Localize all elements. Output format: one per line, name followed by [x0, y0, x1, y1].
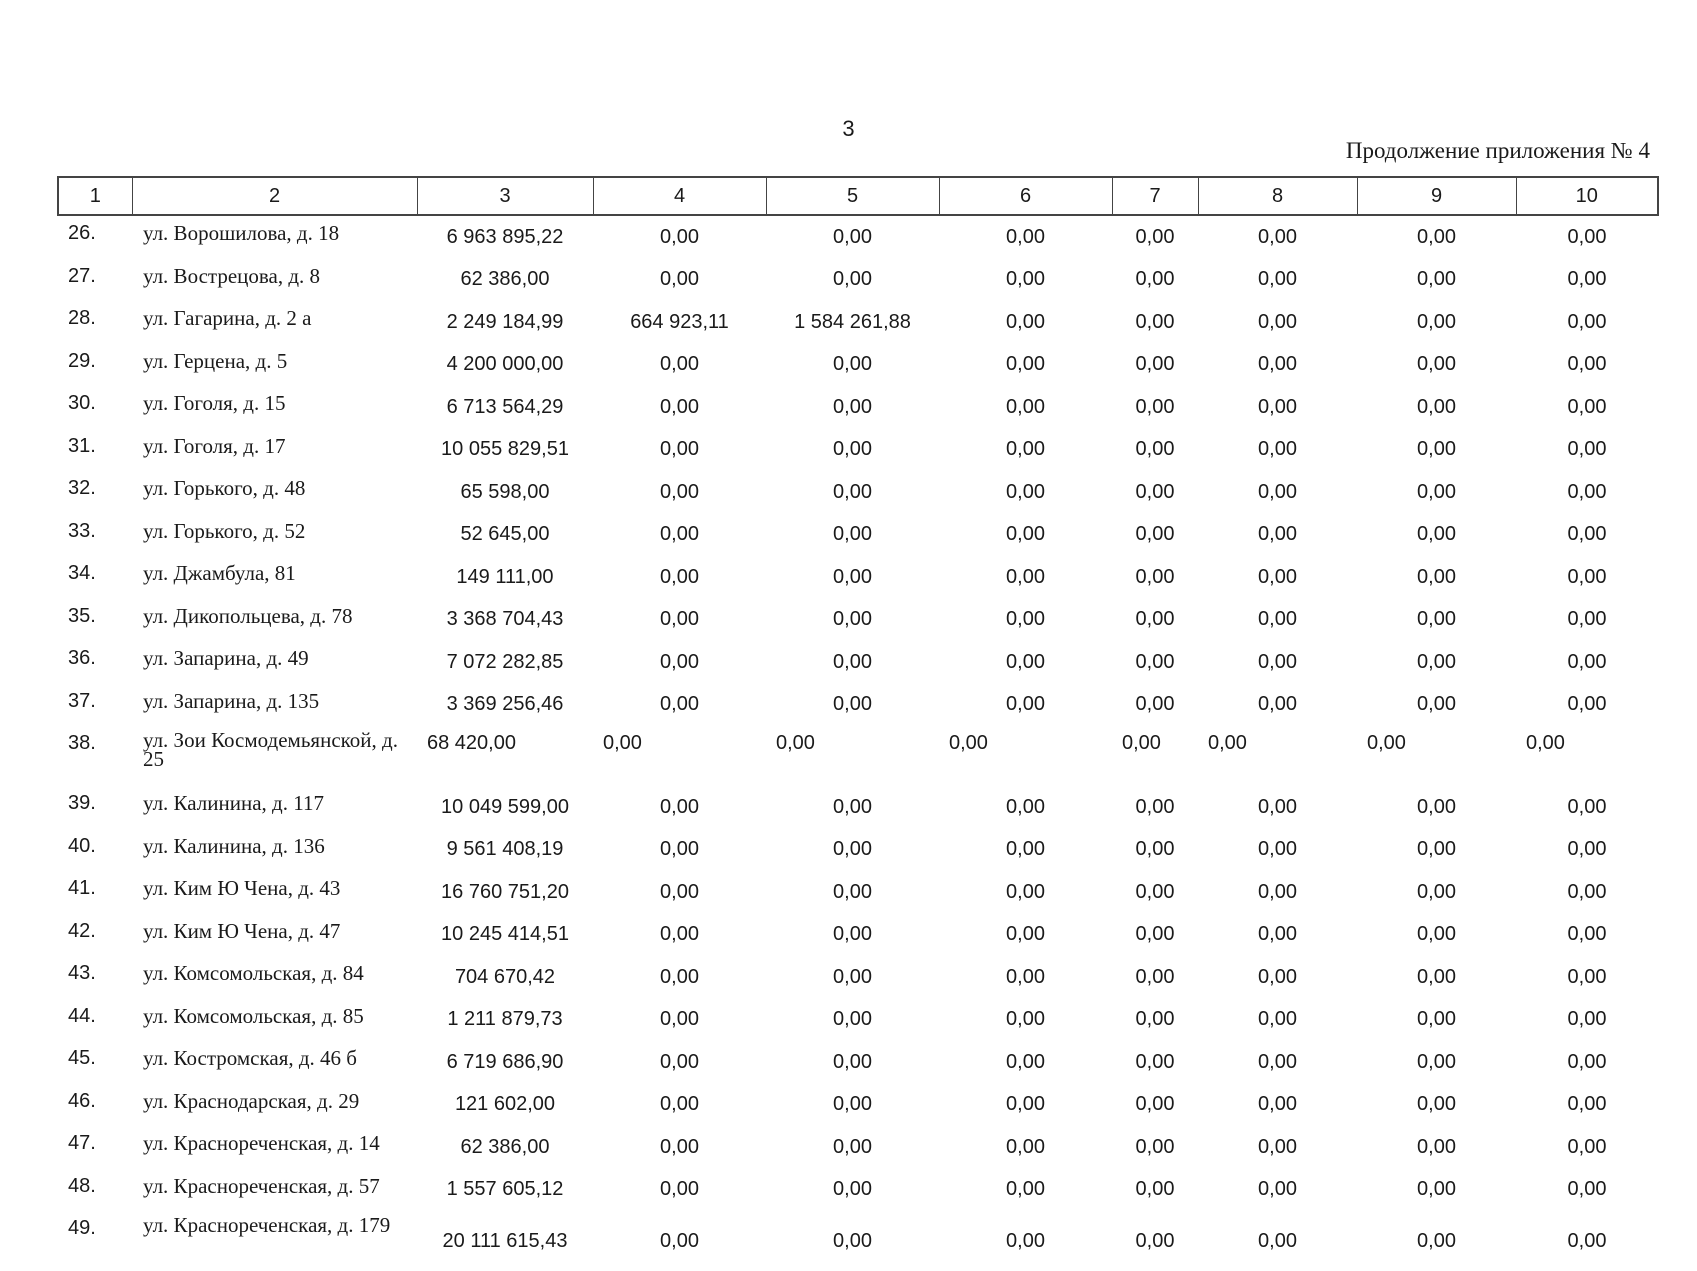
- value-cell-col-4: 0,00: [660, 923, 699, 946]
- value-cell-col-10: 0,00: [1567, 838, 1607, 861]
- table-row: [58, 641, 1658, 684]
- column-header-10: 10: [1516, 177, 1658, 215]
- value-cell-col-8: 0,00: [1258, 693, 1297, 716]
- value-cell-col-7: 0,00: [1135, 795, 1175, 818]
- value-cell-col-8: 0,00: [1258, 1229, 1297, 1252]
- value-cell-col-10: 0,00: [1567, 650, 1607, 673]
- value-cell-col-7: 0,00: [1135, 1135, 1175, 1158]
- value-cell-col-6: 0,00: [1006, 225, 1045, 248]
- value-cell-col-10: 0,00: [1567, 1093, 1607, 1116]
- value-cell-col-4: 0,00: [660, 480, 699, 503]
- value-cell-col-5: 0,00: [833, 565, 872, 588]
- row-number: 46.: [68, 1089, 96, 1112]
- value-cell-col-3: 62 386,00: [460, 268, 550, 291]
- value-cell-col-5: 0,00: [833, 523, 872, 546]
- value-cell-col-6: 0,00: [1006, 693, 1045, 716]
- value-cell-col-5: 0,00: [833, 395, 872, 418]
- value-cell-col-4: 0,00: [660, 1135, 699, 1158]
- value-cell-col-7: 0,00: [1135, 225, 1175, 248]
- value-cell-col-9: 0,00: [1417, 395, 1456, 418]
- value-cell-col-6: 0,00: [949, 732, 988, 754]
- value-cell-col-5: 0,00: [833, 923, 872, 946]
- address-cell: ул. Горького, д. 52: [143, 518, 306, 543]
- value-cell-col-5: 0,00: [833, 650, 872, 673]
- value-cell-col-7: 0,00: [1135, 1093, 1175, 1116]
- value-cell-col-4: 0,00: [660, 880, 699, 903]
- value-cell-col-6: 0,00: [1006, 838, 1045, 861]
- value-cell-col-10: 0,00: [1567, 480, 1607, 503]
- value-cell-col-7: 0,00: [1135, 523, 1175, 546]
- column-header-7: 7: [1112, 177, 1198, 215]
- row-number: 38.: [68, 732, 96, 754]
- value-cell-col-5: 0,00: [833, 225, 872, 248]
- address-cell: ул. Вострецова, д. 8: [143, 263, 321, 288]
- value-cell-col-9: 0,00: [1417, 1050, 1456, 1073]
- table-row: [58, 1084, 1658, 1127]
- address-cell: ул. Краснодарская, д. 29: [143, 1088, 360, 1113]
- value-cell-col-7: 0,00: [1135, 310, 1175, 333]
- row-number: 41.: [68, 877, 96, 899]
- value-cell-col-6: 0,00: [1006, 480, 1045, 503]
- value-cell-col-10: 0,00: [1567, 1178, 1607, 1201]
- table-row: [58, 871, 1658, 914]
- value-cell-col-7: 0,00: [1122, 732, 1161, 754]
- value-cell-col-9: 0,00: [1367, 732, 1406, 754]
- table-row: [58, 514, 1658, 557]
- value-cell-col-3: 52 645,00: [460, 523, 550, 546]
- value-cell-col-5: 0,00: [833, 693, 872, 716]
- value-cell-col-3: 62 386,00: [460, 1135, 550, 1158]
- value-cell-col-5: 0,00: [833, 1229, 872, 1252]
- value-cell-col-5: 0,00: [776, 732, 815, 754]
- row-number: 33.: [68, 519, 96, 542]
- value-cell-col-8: 0,00: [1258, 650, 1297, 673]
- value-cell-col-3: 68 420,00: [427, 732, 516, 754]
- value-cell-col-8: 0,00: [1258, 1050, 1297, 1073]
- value-cell-col-10: 0,00: [1567, 268, 1607, 291]
- value-cell-col-6: 0,00: [1006, 565, 1045, 588]
- table-row: [58, 956, 1658, 999]
- value-cell-col-4: 0,00: [660, 565, 699, 588]
- address-cell: ул. Гагарина, д. 2 а: [143, 306, 312, 330]
- table-row: [58, 786, 1658, 829]
- value-cell-col-6: 0,00: [1006, 1008, 1045, 1031]
- value-cell-col-4: 0,00: [660, 1229, 699, 1252]
- value-cell-col-8: 0,00: [1258, 395, 1297, 418]
- table-row: [58, 1041, 1658, 1084]
- address-cell: ул. Костромская, д. 46 б: [143, 1046, 357, 1070]
- column-header-1: 1: [58, 177, 132, 215]
- value-cell-col-4: 0,00: [660, 438, 699, 461]
- value-cell-col-4: 0,00: [660, 795, 699, 818]
- value-cell-col-4: 0,00: [660, 1178, 699, 1201]
- value-cell-col-7: 0,00: [1135, 395, 1175, 418]
- table-header: [58, 177, 1658, 215]
- address-cell: ул. Краснореченская, д. 179: [143, 1213, 391, 1237]
- value-cell-col-5: 0,00: [833, 838, 872, 861]
- table-row: [58, 914, 1658, 957]
- value-cell-col-9: 0,00: [1417, 650, 1456, 673]
- value-cell-col-9: 0,00: [1417, 225, 1456, 248]
- value-cell-col-6: 0,00: [1006, 1050, 1045, 1073]
- value-cell-col-8: 0,00: [1258, 923, 1297, 946]
- value-cell-col-7: 0,00: [1135, 838, 1175, 861]
- value-cell-col-7: 0,00: [1135, 965, 1175, 988]
- value-cell-col-5: 0,00: [833, 965, 872, 988]
- value-cell-col-4: 0,00: [660, 693, 699, 716]
- address-cell: ул. Горького, д. 48: [143, 476, 306, 500]
- value-cell-col-7: 0,00: [1135, 438, 1175, 461]
- value-cell-col-10: 0,00: [1567, 353, 1607, 376]
- table-row: [58, 599, 1658, 642]
- value-cell-col-8: 0,00: [1258, 523, 1297, 546]
- row-number: 45.: [68, 1047, 96, 1069]
- data-table: [57, 176, 1659, 1271]
- row-number: 27.: [68, 264, 96, 287]
- value-cell-col-6: 0,00: [1006, 1093, 1045, 1116]
- value-cell-col-4: 0,00: [660, 1008, 699, 1031]
- value-cell-col-5: 0,00: [833, 1008, 872, 1031]
- table-row: [58, 344, 1658, 387]
- value-cell-col-10: 0,00: [1526, 732, 1565, 754]
- value-cell-col-8: 0,00: [1258, 965, 1297, 988]
- value-cell-col-9: 0,00: [1417, 795, 1456, 818]
- address-cell: ул. Комсомольская, д. 85: [143, 1003, 364, 1028]
- value-cell-col-6: 0,00: [1006, 268, 1045, 291]
- address-cell: ул. Гоголя, д. 15: [143, 391, 286, 415]
- value-cell-col-3: 3 369 256,46: [446, 693, 564, 716]
- address-cell: ул. Калинина, д. 136: [143, 833, 325, 858]
- value-cell-col-5: 0,00: [833, 795, 872, 818]
- column-header-6: 6: [939, 177, 1112, 215]
- value-cell-col-3: 1 557 605,12: [446, 1178, 564, 1201]
- value-cell-col-6: 0,00: [1006, 923, 1045, 946]
- value-cell-col-8: 0,00: [1258, 838, 1297, 861]
- row-number: 29.: [68, 349, 96, 372]
- address-cell: ул. Герцена, д. 5: [143, 348, 288, 373]
- table-row: [58, 301, 1658, 344]
- table-row: [58, 684, 1658, 727]
- value-cell-col-5: 1 584 261,88: [794, 310, 911, 333]
- value-cell-col-10: 0,00: [1567, 1008, 1607, 1031]
- value-cell-col-8: 0,00: [1258, 268, 1297, 291]
- value-cell-col-3: 121 602,00: [454, 1093, 556, 1116]
- value-cell-col-3: 6 713 564,29: [446, 395, 564, 418]
- value-cell-col-3: 149 111,00: [456, 565, 554, 588]
- value-cell-col-3: 3 368 704,43: [446, 608, 564, 631]
- value-cell-col-7: 0,00: [1135, 565, 1175, 588]
- value-cell-col-4: 664 923,11: [630, 310, 729, 333]
- column-header-5: 5: [766, 177, 939, 215]
- address-cell: ул. Запарина, д. 135: [143, 688, 320, 713]
- table-row: [58, 999, 1658, 1042]
- value-cell-col-8: 0,00: [1258, 438, 1297, 461]
- value-cell-col-7: 0,00: [1135, 480, 1175, 503]
- address-cell: ул. Ким Ю Чена, д. 47: [143, 918, 341, 943]
- value-cell-col-7: 0,00: [1135, 608, 1175, 631]
- value-cell-col-8: 0,00: [1258, 565, 1297, 588]
- value-cell-col-4: 0,00: [660, 353, 699, 376]
- value-cell-col-6: 0,00: [1006, 1229, 1045, 1252]
- row-number: 49.: [68, 1217, 96, 1239]
- value-cell-col-8: 0,00: [1258, 1008, 1297, 1031]
- row-number: 31.: [68, 434, 96, 457]
- table-row: [58, 259, 1658, 302]
- value-cell-col-3: 4 200 000,00: [446, 353, 564, 376]
- page-number: 3: [842, 116, 855, 141]
- value-cell-col-10: 0,00: [1567, 1229, 1607, 1252]
- address-cell: ул. Комсомольская, д. 84: [143, 961, 364, 985]
- address-cell: ул. Ким Ю Чена, д. 43: [143, 876, 341, 900]
- value-cell-col-7: 0,00: [1135, 650, 1175, 673]
- value-cell-col-3: 65 598,00: [460, 480, 550, 503]
- value-cell-col-10: 0,00: [1567, 438, 1607, 461]
- value-cell-col-5: 0,00: [833, 1135, 872, 1158]
- column-header-3: 3: [417, 177, 593, 215]
- value-cell-col-9: 0,00: [1417, 608, 1456, 631]
- value-cell-col-3: 7 072 282,85: [446, 650, 564, 673]
- value-cell-col-5: 0,00: [833, 480, 872, 503]
- value-cell-col-9: 0,00: [1417, 438, 1456, 461]
- value-cell-col-6: 0,00: [1006, 353, 1045, 376]
- value-cell-col-3: 16 760 751,20: [441, 880, 569, 903]
- value-cell-col-9: 0,00: [1417, 1093, 1456, 1116]
- row-number: 28.: [68, 307, 96, 329]
- value-cell-col-3: 1 211 879,73: [447, 1008, 563, 1031]
- value-cell-col-4: 0,00: [660, 225, 699, 248]
- value-cell-col-5: 0,00: [833, 1093, 872, 1116]
- table-row: [58, 429, 1658, 472]
- value-cell-col-4: 0,00: [660, 608, 699, 631]
- value-cell-col-4: 0,00: [660, 965, 699, 988]
- value-cell-col-4: 0,00: [603, 732, 642, 754]
- column-header-4: 4: [593, 177, 766, 215]
- value-cell-col-4: 0,00: [660, 395, 699, 418]
- value-cell-col-9: 0,00: [1417, 923, 1456, 946]
- value-cell-col-9: 0,00: [1417, 1178, 1456, 1201]
- value-cell-col-9: 0,00: [1417, 1229, 1456, 1252]
- table-row: [58, 1169, 1658, 1212]
- value-cell-col-10: 0,00: [1567, 795, 1607, 818]
- row-number: 44.: [68, 1004, 96, 1027]
- appendix-caption: Продолжение приложения № 4: [1345, 138, 1650, 163]
- table-row: [58, 1126, 1658, 1169]
- value-cell-col-7: 0,00: [1135, 1229, 1175, 1252]
- value-cell-col-6: 0,00: [1006, 795, 1045, 818]
- row-number: 30.: [68, 392, 96, 414]
- table-row: [58, 829, 1658, 872]
- value-cell-col-6: 0,00: [1006, 395, 1045, 418]
- address-cell: ул. Зои Космодемьянской, д. 25: [143, 728, 398, 771]
- value-cell-col-3: 10 055 829,51: [441, 438, 569, 461]
- value-cell-col-3: 6 963 895,22: [446, 225, 564, 248]
- address-cell: ул. Запарина, д. 49: [143, 646, 309, 670]
- row-number: 43.: [68, 962, 96, 984]
- address-cell: ул. Краснореченская, д. 57: [143, 1173, 380, 1198]
- value-cell-col-7: 0,00: [1135, 1008, 1175, 1031]
- value-cell-col-9: 0,00: [1417, 1135, 1456, 1158]
- value-cell-col-10: 0,00: [1567, 565, 1607, 588]
- value-cell-col-3: 10 245 414,51: [441, 923, 569, 946]
- value-cell-col-3: 6 719 686,90: [446, 1050, 564, 1073]
- value-cell-col-6: 0,00: [1006, 1178, 1045, 1201]
- value-cell-col-7: 0,00: [1135, 923, 1175, 946]
- value-cell-col-10: 0,00: [1567, 395, 1607, 418]
- address-cell: ул. Краснореченская, д. 14: [143, 1131, 380, 1155]
- value-cell-col-4: 0,00: [660, 268, 699, 291]
- value-cell-col-6: 0,00: [1006, 608, 1045, 631]
- value-cell-col-10: 0,00: [1567, 693, 1607, 716]
- value-cell-col-4: 0,00: [660, 1050, 699, 1073]
- value-cell-col-9: 0,00: [1417, 1008, 1456, 1031]
- value-cell-col-5: 0,00: [833, 1178, 872, 1201]
- value-cell-col-7: 0,00: [1135, 268, 1175, 291]
- value-cell-col-9: 0,00: [1417, 838, 1456, 861]
- value-cell-col-5: 0,00: [833, 268, 872, 291]
- value-cell-col-3: 704 670,42: [454, 965, 556, 988]
- column-header-9: 9: [1357, 177, 1516, 215]
- value-cell-col-10: 0,00: [1567, 310, 1607, 333]
- value-cell-col-7: 0,00: [1135, 1050, 1175, 1073]
- value-cell-col-4: 0,00: [660, 838, 699, 861]
- row-number: 48.: [68, 1174, 96, 1197]
- value-cell-col-6: 0,00: [1006, 965, 1045, 988]
- value-cell-col-4: 0,00: [660, 650, 699, 673]
- value-cell-col-8: 0,00: [1258, 225, 1297, 248]
- table-row: [58, 471, 1658, 514]
- value-cell-col-8: 0,00: [1258, 353, 1297, 376]
- table-row: [58, 215, 1658, 259]
- value-cell-col-3: 20 111 615,43: [442, 1229, 568, 1252]
- row-number: 42.: [68, 919, 96, 942]
- row-number: 40.: [68, 834, 96, 857]
- row-number: 32.: [68, 477, 96, 499]
- value-cell-col-9: 0,00: [1417, 523, 1456, 546]
- value-cell-col-10: 0,00: [1567, 608, 1607, 631]
- address-cell: ул. Гоголя, д. 17: [143, 433, 286, 458]
- row-number: 36.: [68, 647, 96, 669]
- value-cell-col-8: 0,00: [1258, 1093, 1297, 1116]
- row-number: 34.: [68, 562, 96, 584]
- value-cell-col-10: 0,00: [1567, 923, 1607, 946]
- value-cell-col-9: 0,00: [1417, 565, 1456, 588]
- value-cell-col-5: 0,00: [833, 438, 872, 461]
- value-cell-col-5: 0,00: [833, 1050, 872, 1073]
- row-number: 26.: [68, 222, 96, 244]
- header-row: [58, 177, 1658, 215]
- value-cell-col-8: 0,00: [1258, 310, 1297, 333]
- value-cell-col-8: 0,00: [1258, 608, 1297, 631]
- table-row: [58, 556, 1658, 599]
- address-cell: ул. Ворошилова, д. 18: [143, 221, 340, 245]
- value-cell-col-5: 0,00: [833, 608, 872, 631]
- value-cell-col-9: 0,00: [1417, 268, 1456, 291]
- value-cell-col-7: 0,00: [1135, 880, 1175, 903]
- address-cell: ул. Джамбула, 81: [143, 561, 296, 585]
- value-cell-col-10: 0,00: [1567, 965, 1607, 988]
- value-cell-col-9: 0,00: [1417, 353, 1456, 376]
- value-cell-col-10: 0,00: [1567, 1050, 1607, 1073]
- table-body: [58, 215, 1658, 1271]
- value-cell-col-9: 0,00: [1417, 693, 1456, 716]
- column-header-8: 8: [1198, 177, 1357, 215]
- address-cell: ул. Калинина, д. 117: [143, 791, 324, 815]
- value-cell-col-4: 0,00: [660, 1093, 699, 1116]
- value-cell-col-6: 0,00: [1006, 650, 1045, 673]
- value-cell-col-3: 2 249 184,99: [446, 310, 564, 333]
- value-cell-col-8: 0,00: [1208, 732, 1247, 754]
- row-number: 37.: [68, 689, 96, 712]
- value-cell-col-6: 0,00: [1006, 523, 1045, 546]
- value-cell-col-8: 0,00: [1258, 795, 1297, 818]
- value-cell-col-9: 0,00: [1417, 965, 1456, 988]
- value-cell-col-8: 0,00: [1258, 480, 1297, 503]
- value-cell-col-8: 0,00: [1258, 1178, 1297, 1201]
- value-cell-col-6: 0,00: [1006, 310, 1045, 333]
- value-cell-col-8: 0,00: [1258, 1135, 1297, 1158]
- value-cell-col-6: 0,00: [1006, 880, 1045, 903]
- value-cell-col-8: 0,00: [1258, 880, 1297, 903]
- value-cell-col-5: 0,00: [833, 353, 872, 376]
- value-cell-col-10: 0,00: [1567, 225, 1607, 248]
- value-cell-col-3: 9 561 408,19: [446, 838, 564, 861]
- value-cell-col-6: 0,00: [1006, 438, 1045, 461]
- row-number: 35.: [68, 604, 96, 627]
- value-cell-col-3: 10 049 599,00: [441, 795, 569, 818]
- column-header-2: 2: [132, 177, 417, 215]
- value-cell-col-5: 0,00: [833, 880, 872, 903]
- row-number: 39.: [68, 792, 96, 814]
- value-cell-col-7: 0,00: [1135, 1178, 1175, 1201]
- value-cell-col-10: 0,00: [1567, 523, 1607, 546]
- address-cell: ул. Дикопольцева, д. 78: [143, 603, 353, 628]
- row-number: 47.: [68, 1132, 96, 1154]
- value-cell-col-9: 0,00: [1417, 310, 1456, 333]
- value-cell-col-6: 0,00: [1006, 1135, 1045, 1158]
- value-cell-col-7: 0,00: [1135, 353, 1175, 376]
- value-cell-col-7: 0,00: [1135, 693, 1175, 716]
- value-cell-col-10: 0,00: [1567, 880, 1607, 903]
- value-cell-col-4: 0,00: [660, 523, 699, 546]
- value-cell-col-9: 0,00: [1417, 880, 1456, 903]
- value-cell-col-9: 0,00: [1417, 480, 1456, 503]
- table-row: [58, 1211, 1658, 1271]
- table-row: [58, 386, 1658, 429]
- table-row: [58, 726, 1658, 786]
- value-cell-col-10: 0,00: [1567, 1135, 1607, 1158]
